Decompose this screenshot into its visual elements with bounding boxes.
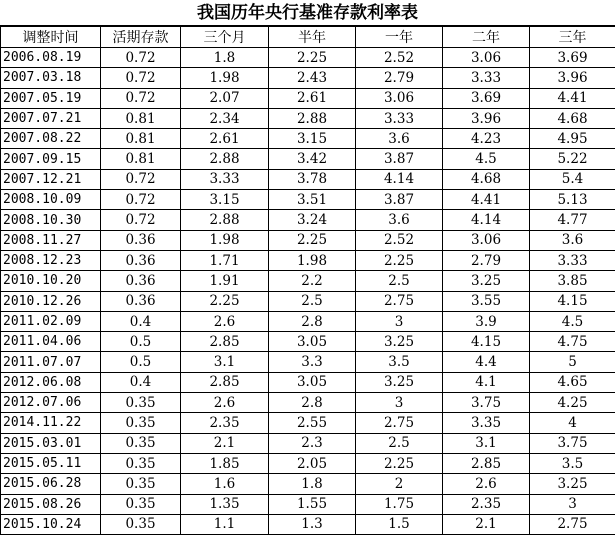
interest-rate-table	[0, 26, 615, 535]
rate-cell[interactable]: 1.75	[356, 494, 443, 514]
table-row	[1, 129, 615, 149]
rate-cell[interactable]: 3.42	[269, 149, 356, 169]
date-cell[interactable]: 2007.08.22	[1, 129, 101, 149]
rate-cell[interactable]: 5	[530, 352, 615, 372]
date-cell[interactable]: 2011.02.09	[1, 311, 101, 331]
rate-cell[interactable]: 0.4	[101, 311, 181, 331]
rate-cell[interactable]: 0.35	[101, 474, 181, 494]
rate-cell[interactable]: 2.25	[269, 48, 356, 68]
rate-cell[interactable]: 3.5	[530, 453, 615, 473]
rate-cell[interactable]: 2.3	[269, 433, 356, 453]
rate-cell[interactable]: 1.8	[269, 474, 356, 494]
table-row	[1, 291, 615, 311]
rate-cell[interactable]: 2.52	[356, 230, 443, 250]
column-header[interactable]: 半年	[269, 27, 356, 48]
rate-cell[interactable]: 1.5	[356, 514, 443, 534]
rate-cell[interactable]: 4.68	[443, 169, 530, 189]
column-header[interactable]: 三年	[530, 27, 615, 48]
table-row	[1, 413, 615, 433]
rate-cell[interactable]: 3.25	[356, 372, 443, 392]
table-row	[1, 311, 615, 331]
date-cell[interactable]: 2012.06.08	[1, 372, 101, 392]
rate-cell[interactable]: 3.78	[269, 169, 356, 189]
header-row	[1, 27, 615, 48]
rate-cell[interactable]: 4.75	[530, 332, 615, 352]
rate-cell[interactable]: 2.88	[181, 210, 269, 230]
rate-cell[interactable]: 2.8	[269, 393, 356, 413]
rate-cell[interactable]: 3.24	[269, 210, 356, 230]
rate-cell[interactable]: 3.69	[530, 48, 615, 68]
rate-cell[interactable]: 4.14	[443, 210, 530, 230]
date-cell[interactable]: 2007.12.21	[1, 169, 101, 189]
rate-cell[interactable]: 2.2	[269, 271, 356, 291]
rate-cell[interactable]: 3.6	[356, 210, 443, 230]
date-cell[interactable]: 2007.05.19	[1, 88, 101, 108]
rate-cell[interactable]: 4.14	[356, 169, 443, 189]
date-cell[interactable]: 2007.03.18	[1, 68, 101, 88]
rate-cell[interactable]: 3.96	[530, 68, 615, 88]
rate-cell[interactable]: 1.55	[269, 494, 356, 514]
rate-cell[interactable]: 4.77	[530, 210, 615, 230]
rate-cell[interactable]: 4.41	[530, 88, 615, 108]
rate-cell[interactable]: 2.88	[269, 108, 356, 128]
rate-cell[interactable]: 3.06	[443, 230, 530, 250]
rate-cell[interactable]: 4.25	[530, 393, 615, 413]
rate-cell[interactable]: 0.35	[101, 453, 181, 473]
rate-cell[interactable]: 3.25	[530, 474, 615, 494]
rate-cell[interactable]: 2.85	[181, 332, 269, 352]
rate-cell[interactable]: 2.8	[269, 311, 356, 331]
rate-cell[interactable]: 2.75	[530, 514, 615, 534]
date-cell[interactable]: 2008.10.09	[1, 190, 101, 210]
rate-cell[interactable]: 2.5	[356, 271, 443, 291]
rate-cell[interactable]: 2.61	[181, 129, 269, 149]
rate-cell[interactable]: 4.15	[530, 291, 615, 311]
date-cell[interactable]: 2015.05.11	[1, 453, 101, 473]
rate-cell[interactable]: 3.69	[443, 88, 530, 108]
rate-cell[interactable]: 1.98	[181, 68, 269, 88]
table-body	[1, 48, 615, 535]
rate-cell[interactable]: 2.55	[269, 413, 356, 433]
table-row	[1, 393, 615, 413]
date-cell[interactable]: 2006.08.19	[1, 48, 101, 68]
table-row	[1, 149, 615, 169]
rate-cell[interactable]: 3.33	[443, 68, 530, 88]
table-row	[1, 190, 615, 210]
rate-cell[interactable]: 2.1	[443, 514, 530, 534]
rate-cell[interactable]: 1.35	[181, 494, 269, 514]
rate-cell[interactable]: 0.35	[101, 433, 181, 453]
rate-cell[interactable]: 2.85	[181, 372, 269, 392]
rate-cell[interactable]: 2.25	[356, 250, 443, 270]
column-header[interactable]: 活期存款	[101, 27, 181, 48]
rate-cell[interactable]: 0.72	[101, 190, 181, 210]
rate-cell[interactable]: 3.33	[356, 108, 443, 128]
rate-cell[interactable]: 3.3	[269, 352, 356, 372]
rate-cell[interactable]: 2.34	[181, 108, 269, 128]
rate-cell[interactable]: 4.15	[443, 332, 530, 352]
table-row	[1, 68, 615, 88]
rate-cell[interactable]: 0.4	[101, 372, 181, 392]
date-cell[interactable]: 2007.07.21	[1, 108, 101, 128]
table-row	[1, 372, 615, 392]
date-cell[interactable]: 2012.07.06	[1, 393, 101, 413]
rate-cell[interactable]: 5.22	[530, 149, 615, 169]
rate-cell[interactable]: 3	[530, 494, 615, 514]
rate-cell[interactable]: 3.15	[181, 190, 269, 210]
rate-cell[interactable]: 0.72	[101, 210, 181, 230]
rate-cell[interactable]: 4	[530, 413, 615, 433]
rate-cell[interactable]: 2.61	[269, 88, 356, 108]
rate-cell[interactable]: 5.4	[530, 169, 615, 189]
rate-cell[interactable]: 2.52	[356, 48, 443, 68]
rate-cell[interactable]: 2.75	[356, 291, 443, 311]
rate-cell[interactable]: 3.87	[356, 190, 443, 210]
rate-cell[interactable]: 0.35	[101, 494, 181, 514]
rate-cell[interactable]: 3.06	[443, 48, 530, 68]
rate-cell[interactable]: 3.6	[356, 129, 443, 149]
table-row	[1, 250, 615, 270]
date-cell[interactable]: 2014.11.22	[1, 413, 101, 433]
rate-cell[interactable]: 3	[356, 393, 443, 413]
rate-cell[interactable]: 0.36	[101, 291, 181, 311]
rate-cell[interactable]: 0.36	[101, 250, 181, 270]
rate-cell[interactable]: 4.41	[443, 190, 530, 210]
rate-cell[interactable]: 4.68	[530, 108, 615, 128]
rate-cell[interactable]: 2	[356, 474, 443, 494]
rate-cell[interactable]: 4.5	[443, 149, 530, 169]
rate-cell[interactable]: 0.35	[101, 413, 181, 433]
rate-cell[interactable]: 3.25	[356, 332, 443, 352]
rate-cell[interactable]: 0.72	[101, 88, 181, 108]
rate-cell[interactable]: 3.51	[269, 190, 356, 210]
table-row	[1, 474, 615, 494]
rate-cell[interactable]: 3.35	[443, 413, 530, 433]
date-cell[interactable]: 2008.10.30	[1, 210, 101, 230]
rate-cell[interactable]: 2.6	[443, 474, 530, 494]
rate-cell[interactable]: 0.81	[101, 129, 181, 149]
column-header[interactable]: 调整时间	[1, 27, 101, 48]
rate-cell[interactable]: 3	[356, 311, 443, 331]
rate-cell[interactable]: 0.81	[101, 149, 181, 169]
rate-cell[interactable]: 0.81	[101, 108, 181, 128]
table-row	[1, 48, 615, 68]
rate-cell[interactable]: 3.87	[356, 149, 443, 169]
rate-cell[interactable]: 3.05	[269, 332, 356, 352]
date-cell[interactable]: 2015.08.26	[1, 494, 101, 514]
rate-cell[interactable]: 3.75	[443, 393, 530, 413]
rate-cell[interactable]: 1.71	[181, 250, 269, 270]
rate-cell[interactable]: 0.35	[101, 393, 181, 413]
table-row	[1, 332, 615, 352]
rate-cell[interactable]: 1.8	[181, 48, 269, 68]
column-header[interactable]: 三个月	[181, 27, 269, 48]
rate-cell[interactable]: 2.05	[269, 453, 356, 473]
column-header[interactable]: 二年	[443, 27, 530, 48]
table-row	[1, 433, 615, 453]
table-row	[1, 352, 615, 372]
rate-cell[interactable]: 3.25	[443, 271, 530, 291]
rate-cell[interactable]: 0.5	[101, 352, 181, 372]
rate-cell[interactable]: 1.6	[181, 474, 269, 494]
rate-cell[interactable]: 1.3	[269, 514, 356, 534]
table-row	[1, 271, 615, 291]
table-row	[1, 230, 615, 250]
rate-cell[interactable]: 2.79	[443, 250, 530, 270]
rate-cell[interactable]: 3.15	[269, 129, 356, 149]
rate-cell[interactable]: 4.5	[530, 311, 615, 331]
rate-cell[interactable]: 5.13	[530, 190, 615, 210]
rate-cell[interactable]: 2.5	[269, 291, 356, 311]
rate-cell[interactable]: 0.35	[101, 514, 181, 534]
table-row	[1, 88, 615, 108]
rate-cell[interactable]: 1.85	[181, 453, 269, 473]
rate-cell[interactable]: 3.1	[181, 352, 269, 372]
rate-cell[interactable]: 0.72	[101, 169, 181, 189]
rate-cell[interactable]: 2.5	[356, 433, 443, 453]
rate-cell[interactable]: 3.05	[269, 372, 356, 392]
table-row	[1, 514, 615, 534]
rate-cell[interactable]: 3.75	[530, 433, 615, 453]
rate-cell[interactable]: 2.1	[181, 433, 269, 453]
date-cell[interactable]: 2008.12.23	[1, 250, 101, 270]
date-cell[interactable]: 2007.09.15	[1, 149, 101, 169]
rate-cell[interactable]: 0.5	[101, 332, 181, 352]
date-cell[interactable]: 2010.10.20	[1, 271, 101, 291]
table-row	[1, 108, 615, 128]
date-cell[interactable]: 2015.06.28	[1, 474, 101, 494]
rate-cell[interactable]: 3.96	[443, 108, 530, 128]
rate-cell[interactable]: 2.75	[356, 413, 443, 433]
date-cell[interactable]: 2011.07.07	[1, 352, 101, 372]
rate-cell[interactable]: 3.9	[443, 311, 530, 331]
rate-cell[interactable]: 2.6	[181, 311, 269, 331]
rate-cell[interactable]: 0.36	[101, 230, 181, 250]
rate-cell[interactable]: 4.23	[443, 129, 530, 149]
rate-cell[interactable]: 4.65	[530, 372, 615, 392]
table-row	[1, 169, 615, 189]
rate-cell[interactable]: 4.4	[443, 352, 530, 372]
table-row	[1, 210, 615, 230]
column-header[interactable]: 一年	[356, 27, 443, 48]
table-title: 我国历年央行基准存款利率表	[0, 0, 615, 26]
rate-cell[interactable]: 2.25	[181, 291, 269, 311]
rate-cell[interactable]: 3.6	[530, 230, 615, 250]
date-cell[interactable]: 2010.12.26	[1, 291, 101, 311]
date-cell[interactable]: 2011.04.06	[1, 332, 101, 352]
rate-cell[interactable]: 0.72	[101, 48, 181, 68]
rate-cell[interactable]: 3.33	[530, 250, 615, 270]
rate-cell[interactable]: 1.91	[181, 271, 269, 291]
date-cell[interactable]: 2008.11.27	[1, 230, 101, 250]
rate-cell[interactable]: 2.79	[356, 68, 443, 88]
rate-cell[interactable]: 2.07	[181, 88, 269, 108]
rate-cell[interactable]: 1.1	[181, 514, 269, 534]
rate-cell[interactable]: 2.85	[443, 453, 530, 473]
rate-cell[interactable]: 2.88	[181, 149, 269, 169]
rate-cell[interactable]: 1.98	[181, 230, 269, 250]
table-row	[1, 453, 615, 473]
date-cell[interactable]: 2015.10.24	[1, 514, 101, 534]
rate-cell[interactable]: 3.1	[443, 433, 530, 453]
rate-cell[interactable]: 4.95	[530, 129, 615, 149]
rate-cell[interactable]: 3.85	[530, 271, 615, 291]
rate-cell[interactable]: 2.6	[181, 393, 269, 413]
rate-cell[interactable]: 3.33	[181, 169, 269, 189]
rate-cell[interactable]: 3.5	[356, 352, 443, 372]
rate-cell[interactable]: 2.25	[269, 230, 356, 250]
table-row	[1, 494, 615, 514]
rate-cell[interactable]: 0.72	[101, 68, 181, 88]
rate-cell[interactable]: 2.25	[356, 453, 443, 473]
rate-cell[interactable]: 0.36	[101, 271, 181, 291]
rate-cell[interactable]: 4.1	[443, 372, 530, 392]
rate-cell[interactable]: 2.35	[443, 494, 530, 514]
rate-cell[interactable]: 3.06	[356, 88, 443, 108]
rate-cell[interactable]: 2.35	[181, 413, 269, 433]
date-cell[interactable]: 2015.03.01	[1, 433, 101, 453]
rate-cell[interactable]: 2.43	[269, 68, 356, 88]
rate-cell[interactable]: 1.98	[269, 250, 356, 270]
rate-cell[interactable]: 3.55	[443, 291, 530, 311]
